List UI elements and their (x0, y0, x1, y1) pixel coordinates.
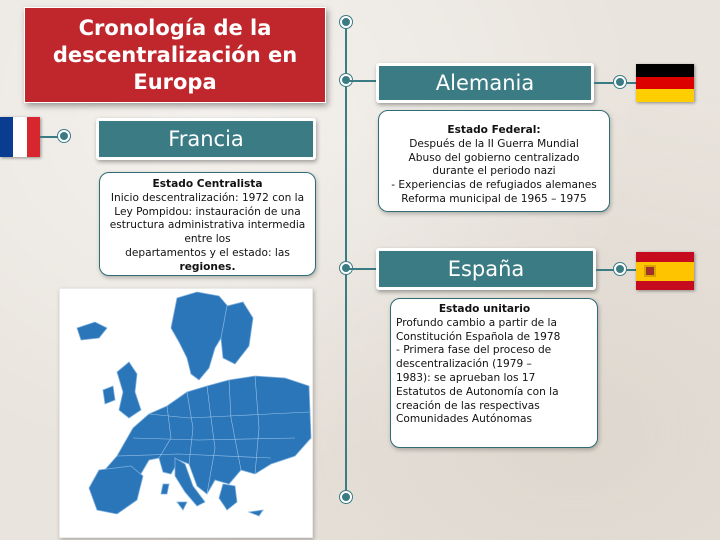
alemania-line-1: Después de la II Guerra Mundial (409, 137, 579, 150)
alemania-connector (346, 80, 378, 82)
germany-flag-icon (636, 64, 694, 102)
espana-line-5: 1983): se aprueban los 17 (396, 371, 536, 384)
francia-heading-text: Francia (168, 127, 244, 151)
alemania-card (378, 110, 610, 212)
alemania-line-5: Reforma municipal de 1965 – 1975 (401, 192, 587, 205)
page-title-text: Cronología de la descentralización en Europa (52, 15, 298, 94)
espana-line-1: Profundo cambio a partir de la (396, 316, 557, 329)
francia-line-5: departamentos y el estado: las (125, 246, 290, 259)
espana-line-2: Constitución Española de 1978 (396, 330, 561, 343)
alemania-heading-text: Alemania (435, 71, 535, 95)
alemania-line-3: durante el periodo nazi (432, 165, 556, 178)
france-flag-icon (0, 117, 40, 157)
francia-line-3: estructura administrativa intermedia (109, 219, 306, 232)
francia-card-title: Estado Centralista (152, 178, 263, 190)
francia-line-1: Inicio descentralización: 1972 con la (110, 191, 305, 204)
espana-connector (346, 268, 376, 270)
alemania-heading (376, 63, 594, 103)
espana-line-8: Comunidades Autónomas (396, 413, 533, 426)
europe-map-icon (59, 288, 313, 538)
espana-heading-text: España (447, 257, 525, 281)
francia-line-2: Ley Pompidou: instauración de una (114, 205, 301, 218)
francia-line-6: regiones. (179, 260, 236, 273)
francia-heading (96, 118, 316, 160)
alemania-line-4: - Experiencias de refugiados alemanes (391, 179, 597, 192)
espana-line-7: creación de las respectivas (396, 399, 540, 412)
timeline-bottom-dot (340, 491, 352, 503)
espana-heading (376, 248, 596, 290)
page-title (24, 7, 326, 103)
spain-flag-dot (614, 263, 626, 275)
espana-line-3: - Primera fase del proceso de (396, 344, 552, 357)
espana-card (390, 298, 598, 448)
alemania-card-title: Estado Federal: (447, 124, 541, 136)
francia-card (99, 172, 316, 276)
spain-flag-icon (636, 252, 694, 290)
timeline-top-dot (340, 16, 352, 28)
espana-line-6: Estatutos de Autonomía con la (396, 385, 559, 398)
timeline-line (345, 22, 347, 498)
francia-dot (58, 130, 70, 142)
europe-map-svg (59, 288, 313, 538)
spain-coat-of-arms-icon (644, 265, 656, 277)
germany-flag-dot (614, 76, 626, 88)
francia-line-4: entre los (184, 233, 231, 246)
espana-line-4: descentralización (1979 – (396, 358, 532, 371)
alemania-line-2: Abuso del gobierno centralizado (408, 151, 580, 164)
espana-card-title: Estado unitario (438, 303, 531, 315)
